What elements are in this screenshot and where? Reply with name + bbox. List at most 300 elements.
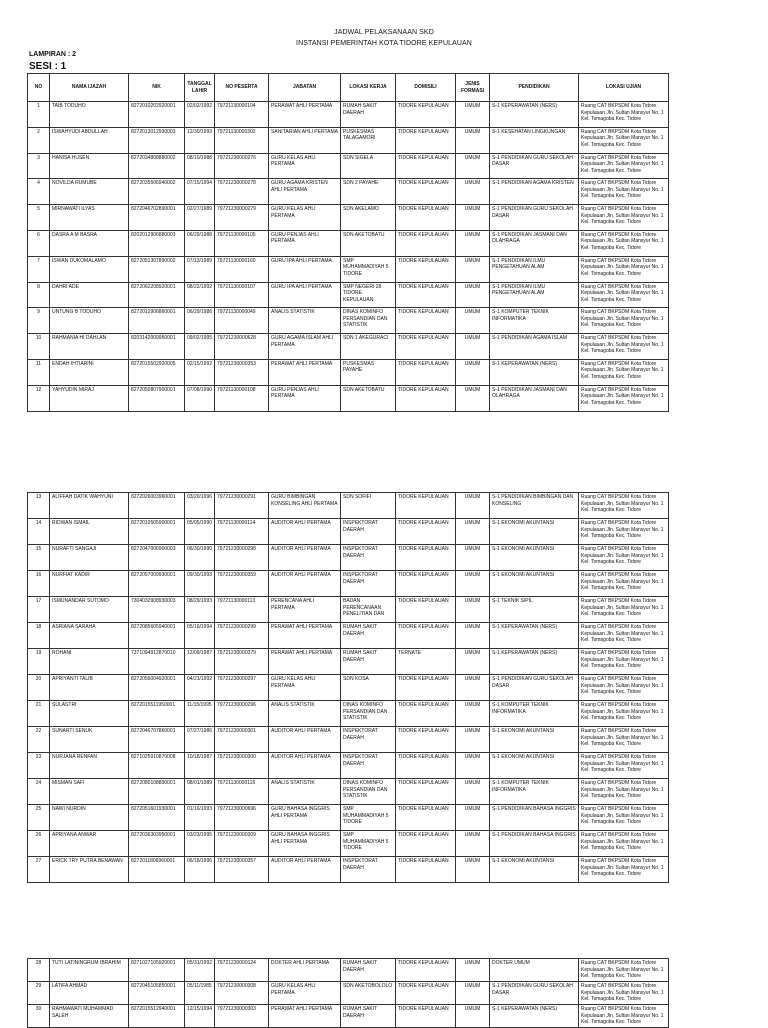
domisili-cell: TIDORE KEPULAUAN xyxy=(396,179,456,205)
no-peserta-cell: 79721130000107 xyxy=(215,282,269,308)
pendidikan-cell: S-1 PENDIDIKAN BAHASA INGGRIS xyxy=(490,831,579,857)
formasi-cell: UMUM xyxy=(456,805,490,831)
jabatan-cell: GURU IPA AHLI PERTAMA xyxy=(269,282,341,308)
document-subtitle: INSTANSI PEMERINTAH KOTA TIDORE KEPULAUAN xyxy=(296,40,472,47)
row-number: 20 xyxy=(28,675,50,701)
formasi-cell: UMUM xyxy=(456,153,490,179)
col-header-jabatan: JABATAN xyxy=(269,74,341,102)
table-row xyxy=(28,545,669,571)
table-row xyxy=(28,649,669,675)
jabatan-cell: GURU BAHASA INGGRIS AHLI PERTAMA xyxy=(269,831,341,857)
tanggal-lahir-cell: 07/15/1994 xyxy=(185,179,215,205)
table-row xyxy=(28,571,669,597)
row-number: 30 xyxy=(28,1005,50,1028)
jabatan-cell: GURU KELAS AHLI PERTAMA xyxy=(269,153,341,179)
tanggal-lahir-cell: 03/23/1995 xyxy=(185,831,215,857)
tanggal-lahir-cell: 12/30/1993 xyxy=(185,127,215,153)
jabatan-cell: SANITARIAN AHLI PERTAMA xyxy=(269,127,341,153)
tanggal-lahir-cell: 09/02/1995 xyxy=(185,334,215,360)
nik-cell: 8272036303950001 xyxy=(129,831,185,857)
col-header-domisili: DOMISILI xyxy=(396,74,456,102)
no-peserta-cell: 79721230000696 xyxy=(215,805,269,831)
lokasi-kerja-cell: SMP NEGERI 28 TIDORE KEPULAUAN xyxy=(341,282,396,308)
jabatan-cell: ANALIS STATISTIK xyxy=(269,308,341,334)
nik-cell: 8272026003960001 xyxy=(129,493,185,519)
formasi-cell: UMUM xyxy=(456,649,490,675)
tanggal-lahir-cell: 07/08/1990 xyxy=(185,385,215,411)
lokasi-kerja-cell: SDN AKETOBATU xyxy=(341,230,396,256)
lokasi-kerja-cell: RUMAH SAKIT DAERAH xyxy=(341,959,396,982)
lokasi-kerja-cell: SDN AKETOBOLOLO xyxy=(341,982,396,1005)
table-row xyxy=(28,205,669,231)
tanggal-lahir-cell: 02/15/1992 xyxy=(185,359,215,385)
lokasi-ujian-cell: Ruang CAT BKPSDM Kota Tidore Kepulauan Jln. Sultan Mansyur No. 1 Kel. Tomagoba Kec. Tidore xyxy=(579,359,669,385)
tanggal-lahir-cell: 06/18/1996 xyxy=(185,857,215,883)
domisili-cell: TIDORE KEPULAUAN xyxy=(396,779,456,805)
lokasi-kerja-cell: SMP MUHAMMADIYAH 5 TIDORE xyxy=(341,831,396,857)
nama-cell: TUTI LATININGRUM IBRAHIM xyxy=(50,959,129,982)
nama-cell: RAHMAWATI MUHAMMAD SALEH xyxy=(50,1005,129,1028)
nik-cell: 8272010505900001 xyxy=(129,519,185,545)
nama-cell: NURAFTI SANGAJI xyxy=(50,545,129,571)
pendidikan-cell: DOKTER UMUM xyxy=(490,959,579,982)
col-header-lokasi-ujian: LOKASI UJIAN xyxy=(579,74,669,102)
pendidikan-cell: S-1 PENDIDIKAN JASMANI DAN OLAHRAGA xyxy=(490,230,579,256)
no-peserta-cell: 79721130000116 xyxy=(215,779,269,805)
no-peserta-cell: 79721230000379 xyxy=(215,649,269,675)
no-peserta-cell: 79721230000359 xyxy=(215,571,269,597)
table-row xyxy=(28,623,669,649)
row-number: 25 xyxy=(28,805,50,831)
jabatan-cell: ANALIS STATISTIK xyxy=(269,779,341,805)
jabatan-cell: PERAWAT AHLI PERTAMA xyxy=(269,1005,341,1028)
domisili-cell: TIDORE KEPULAUAN xyxy=(396,701,456,727)
col-header-nama: NAMA IJAZAH xyxy=(50,74,129,102)
jabatan-cell: AUDITOR AHLI PERTAMA xyxy=(269,545,341,571)
no-peserta-cell: 79721230000299 xyxy=(215,623,269,649)
nik-cell: 8272015502920005 xyxy=(129,359,185,385)
tanggal-lahir-cell: 08/29/1993 xyxy=(185,597,215,623)
row-number: 28 xyxy=(28,959,50,982)
nama-cell: UNTUNG B TODUHO xyxy=(50,308,129,334)
nik-cell: 8272013012930003 xyxy=(129,127,185,153)
lokasi-ujian-cell: Ruang CAT BKPSDM Kota Tidore Kepulauan Jln. Sultan Mansyur No. 1 Kel. Tomagoba Kec. Tidore xyxy=(579,857,669,883)
pendidikan-cell: S-1 PENDIDIKAN JASMANI DAN OLAHRAGA xyxy=(490,385,579,411)
tanggal-lahir-cell: 12/15/1994 xyxy=(185,1005,215,1028)
lokasi-ujian-cell: Ruang CAT BKPSDM Kota Tidore Kepulauan Jln. Sultan Mansyur No. 1 Kel. Tomagoba Kec. Tidore xyxy=(579,127,669,153)
nik-cell: 8272015512940001 xyxy=(129,1005,185,1028)
jabatan-cell: PERAWAT AHLI PERTAMA xyxy=(269,623,341,649)
lokasi-kerja-cell: DINAS KOMINFO PERSANDIAN DAN STATISTIK xyxy=(341,308,396,334)
lampiran-label: LAMPIRAN : 2 xyxy=(29,51,77,58)
jabatan-cell: AUDITOR AHLI PERTAMA xyxy=(269,571,341,597)
pendidikan-cell: S-1 PENDIDIKAN GURU SEKOLAH DASAR xyxy=(490,675,579,701)
domisili-cell: TIDORE KEPULAUAN xyxy=(396,127,456,153)
lokasi-kerja-cell: INSPEKTORAT DAERAH xyxy=(341,519,396,545)
no-peserta-cell: 79721230000300 xyxy=(215,753,269,779)
row-number: 9 xyxy=(28,308,50,334)
nik-cell: 8271027105920001 xyxy=(129,959,185,982)
row-number: 24 xyxy=(28,779,50,805)
formasi-cell: UMUM xyxy=(456,701,490,727)
table-row xyxy=(28,127,669,153)
jabatan-cell: GURU AGAMA KRISTEN AHLI PERTAMA xyxy=(269,179,341,205)
tanggal-lahir-cell: 06/30/1990 xyxy=(185,545,215,571)
table-row xyxy=(28,179,669,205)
domisili-cell: TIDORE KEPULAUAN xyxy=(396,359,456,385)
nama-cell: DAHRI ADE xyxy=(50,282,129,308)
domisili-cell: TIDORE KEPULAUAN xyxy=(396,205,456,231)
no-peserta-cell: 79721230000296 xyxy=(215,701,269,727)
lokasi-ujian-cell: Ruang CAT BKPSDM Kota Tidore Kepulauan Jln. Sultan Mansyur No. 1 Kel. Tomagoba Kec. Tidore xyxy=(579,597,669,623)
formasi-cell: UMUM xyxy=(456,857,490,883)
table-row xyxy=(28,727,669,753)
domisili-cell: TIDORE KEPULAUAN xyxy=(396,857,456,883)
row-number: 29 xyxy=(28,982,50,1005)
row-number: 6 xyxy=(28,230,50,256)
row-number: 27 xyxy=(28,857,50,883)
domisili-cell: TIDORE KEPULAUAN xyxy=(396,545,456,571)
formasi-cell: UMUM xyxy=(456,334,490,360)
row-number: 3 xyxy=(28,153,50,179)
tanggal-lahir-cell: 12/09/1987 xyxy=(185,649,215,675)
row-number: 17 xyxy=(28,597,50,623)
jabatan-cell: ANALIS STATISTIK xyxy=(269,701,341,727)
table-row xyxy=(28,519,669,545)
formasi-cell: UMUM xyxy=(456,308,490,334)
jabatan-cell: GURU BAHASA INGGRIS AHLI PERTAMA xyxy=(269,805,341,831)
domisili-cell: TIDORE KEPULAUAN xyxy=(396,334,456,360)
table-row xyxy=(28,831,669,857)
formasi-cell: UMUM xyxy=(456,282,490,308)
nik-cell: 8272015511950001 xyxy=(129,701,185,727)
domisili-cell: TIDORE KEPULAUAN xyxy=(396,597,456,623)
lokasi-ujian-cell: Ruang CAT BKPSDM Kota Tidore Kepulauan Jln. Sultan Mansyur No. 1 Kel. Tomagoba Kec. Tidore xyxy=(579,753,669,779)
table-row xyxy=(28,597,669,623)
schedule-table-page-1 xyxy=(27,73,669,412)
nama-cell: NURFIAT KADIR xyxy=(50,571,129,597)
pendidikan-cell: S-1 PENDIDIKAN AGAMA ISLAM xyxy=(490,334,579,360)
no-peserta-cell: 79721230000276 xyxy=(215,153,269,179)
row-number: 14 xyxy=(28,519,50,545)
jabatan-cell: GURU KELAS AHLI PERTAMA xyxy=(269,205,341,231)
pendidikan-cell: S-1 KOMPUTER TEKNIK INFORMATIKA xyxy=(490,701,579,727)
document-header xyxy=(0,27,768,49)
schedule-table-page-2 xyxy=(27,492,669,883)
row-number: 18 xyxy=(28,623,50,649)
formasi-cell: UMUM xyxy=(456,571,490,597)
table-row xyxy=(28,282,669,308)
pendidikan-cell: S-1 PENDIDIKAN BIMBINGAN DAN KONSELING xyxy=(490,493,579,519)
pendidikan-cell: S-1 KESEHATAN LINGKUNGAN xyxy=(490,127,579,153)
jabatan-cell: DOKTER AHLI PERTAMA xyxy=(269,959,341,982)
pendidikan-cell: S-1 PENDIDIKAN GURU SEKOLAH DASAR xyxy=(490,153,579,179)
nik-cell: 8272051601930001 xyxy=(129,805,185,831)
pendidikan-cell: S-1 PENDIDIKAN GURU SEKOLAH DASAR xyxy=(490,205,579,231)
formasi-cell: UMUM xyxy=(456,102,490,128)
no-peserta-cell: 79721230000297 xyxy=(215,675,269,701)
domisili-cell: TIDORE KEPULAUAN xyxy=(396,571,456,597)
nama-cell: RIDWAN ISMAIL xyxy=(50,519,129,545)
table-row xyxy=(28,359,669,385)
row-number: 12 xyxy=(28,385,50,411)
nama-cell: DASRA A M BASRA xyxy=(50,230,129,256)
pendidikan-cell: S-1 KEPERAWATAN (NERS) xyxy=(490,649,579,675)
nama-cell: ROHANI xyxy=(50,649,129,675)
jabatan-cell: AUDITOR AHLI PERTAMA xyxy=(269,857,341,883)
table-row xyxy=(28,779,669,805)
nama-cell: ENDAH IHTIARINI xyxy=(50,359,129,385)
col-header-pendidikan: PENDIDIKAN xyxy=(490,74,579,102)
row-number: 11 xyxy=(28,359,50,385)
pendidikan-cell: S-1 PENDIDIKAN BAHASA INGGRIS xyxy=(490,805,579,831)
row-number: 8 xyxy=(28,282,50,308)
row-number: 23 xyxy=(28,753,50,779)
nama-cell: TAIB TODUHO xyxy=(50,102,129,128)
row-number: 22 xyxy=(28,727,50,753)
lokasi-ujian-cell: Ruang CAT BKPSDM Kota Tidore Kepulauan Jln. Sultan Mansyur No. 1 Kel. Tomagoba Kec. Tidore xyxy=(579,493,669,519)
domisili-cell: TIDORE KEPULAUAN xyxy=(396,153,456,179)
nama-cell: MISMAN SAFI xyxy=(50,779,129,805)
domisili-cell: TIDORE KEPULAUAN xyxy=(396,385,456,411)
lokasi-kerja-cell: DINAS KOMINFO PERSANDIAN DAN STATISTIK xyxy=(341,701,396,727)
table-row xyxy=(28,1005,669,1028)
domisili-cell: TIDORE KEPULAUAN xyxy=(396,959,456,982)
nik-cell: 8272046702890001 xyxy=(129,205,185,231)
tanggal-lahir-cell: 05/11/1985 xyxy=(185,982,215,1005)
tanggal-lahir-cell: 10/18/1987 xyxy=(185,753,215,779)
lokasi-kerja-cell: SDN SOFIFI xyxy=(341,493,396,519)
lokasi-kerja-cell: PUSKESMAS TALAGAMORI xyxy=(341,127,396,153)
nik-cell: 7371094912870010 xyxy=(129,649,185,675)
nik-cell: 8272051307890002 xyxy=(129,256,185,282)
lokasi-kerja-cell: INSPEKTORAT DAERAH xyxy=(341,857,396,883)
lokasi-kerja-cell: SDN SIGELA xyxy=(341,153,396,179)
nik-cell: 7304032908930003 xyxy=(129,597,185,623)
lokasi-ujian-cell: Ruang CAT BKPSDM Kota Tidore Kepulauan Jln. Sultan Mansyur No. 1 Kel. Tomagoba Kec. Tidore xyxy=(579,623,669,649)
nik-cell: 8272062208920001 xyxy=(129,282,185,308)
tanggal-lahir-cell: 05/16/1994 xyxy=(185,623,215,649)
tanggal-lahir-cell: 08/01/1989 xyxy=(185,779,215,805)
domisili-cell: TIDORE KEPULAUAN xyxy=(396,256,456,282)
pendidikan-cell: S-1 KEPERAWATAN (NERS) xyxy=(490,1005,579,1028)
nik-cell: 8202012906880003 xyxy=(129,230,185,256)
formasi-cell: UMUM xyxy=(456,831,490,857)
domisili-cell: TIDORE KEPULAUAN xyxy=(396,623,456,649)
lokasi-ujian-cell: Ruang CAT BKPSDM Kota Tidore Kepulauan Jln. Sultan Mansyur No. 1 Kel. Tomagoba Kec. Tidore xyxy=(579,982,669,1005)
no-peserta-cell: 79721230000309 xyxy=(215,831,269,857)
lokasi-kerja-cell: INSPEKTORAT DAERAH xyxy=(341,545,396,571)
no-peserta-cell: 79721230000279 xyxy=(215,205,269,231)
document-title: JADWAL PELAKSANAAN SKD xyxy=(334,29,434,36)
lokasi-kerja-cell: INSPEKTORAT DAERAH xyxy=(341,727,396,753)
table-row xyxy=(28,675,669,701)
nik-cell: 8272010202920001 xyxy=(129,102,185,128)
lokasi-ujian-cell: Ruang CAT BKPSDM Kota Tidore Kepulauan Jln. Sultan Mansyur No. 1 Kel. Tomagoba Kec. Tidore xyxy=(579,334,669,360)
domisili-cell: TIDORE KEPULAUAN xyxy=(396,282,456,308)
table-row xyxy=(28,493,669,519)
tanggal-lahir-cell: 02/02/1992 xyxy=(185,102,215,128)
no-peserta-cell: 79721230000301 xyxy=(215,727,269,753)
row-number: 4 xyxy=(28,179,50,205)
nik-cell: 8272012906860001 xyxy=(129,308,185,334)
no-peserta-cell: 79721230000298 xyxy=(215,545,269,571)
lokasi-kerja-cell: PUSKESMAS PAYAHE xyxy=(341,359,396,385)
nik-cell: 8272050807900001 xyxy=(129,385,185,411)
tanggal-lahir-cell: 05/31/1992 xyxy=(185,959,215,982)
nama-cell: LATIFA AHMAD xyxy=(50,982,129,1005)
col-header-no: NO xyxy=(28,74,50,102)
tanggal-lahir-cell: 06/29/1986 xyxy=(185,308,215,334)
nik-cell: 8271025910870008 xyxy=(129,753,185,779)
jabatan-cell: PERAWAT AHLI PERTAMA xyxy=(269,649,341,675)
lokasi-ujian-cell: Ruang CAT BKPSDM Kota Tidore Kepulauan Jln. Sultan Mansyur No. 1 Kel. Tomagoba Kec. Tidore xyxy=(579,153,669,179)
schedule-table-page-3 xyxy=(27,958,669,1028)
no-peserta-cell: 79721130000105 xyxy=(215,230,269,256)
nik-cell: 8203142009950001 xyxy=(129,334,185,360)
pendidikan-cell: S-1 KEPERAWATAN (NERS) xyxy=(490,359,579,385)
formasi-cell: UMUM xyxy=(456,205,490,231)
nama-cell: NURJANA RENFAN xyxy=(50,753,129,779)
pendidikan-cell: S-1 PENDIDIKAN ILMU PENGETAHUAN ALAM xyxy=(490,256,579,282)
pendidikan-cell: S-1 KEPERAWATAN (NERS) xyxy=(490,102,579,128)
pendidikan-cell: S-1 KEPERAWATAN (NERS) xyxy=(490,623,579,649)
table-row xyxy=(28,385,669,411)
no-peserta-cell: 79721130000113 xyxy=(215,597,269,623)
lokasi-ujian-cell: Ruang CAT BKPSDM Kota Tidore Kepulauan Jln. Sultan Mansyur No. 1 Kel. Tomagoba Kec. Tidore xyxy=(579,385,669,411)
no-peserta-cell: 79721130000302 xyxy=(215,127,269,153)
lokasi-kerja-cell: RUMAH SAKIT DAERAH xyxy=(341,623,396,649)
table-row xyxy=(28,959,669,982)
domisili-cell: TIDORE KEPULAUAN xyxy=(396,753,456,779)
table-row xyxy=(28,334,669,360)
formasi-cell: UMUM xyxy=(456,982,490,1005)
table-row xyxy=(28,805,669,831)
lokasi-kerja-cell: INSPEKTORAT DAERAH xyxy=(341,753,396,779)
no-peserta-cell: 79721130000104 xyxy=(215,102,269,128)
jabatan-cell: GURU PENJAS AHLI PERTAMA xyxy=(269,230,341,256)
sesi-label: SESI : 1 xyxy=(29,61,67,72)
nik-cell: 8272056004920001 xyxy=(129,675,185,701)
row-number: 10 xyxy=(28,334,50,360)
jabatan-cell: GURU IPA AHLI PERTAMA xyxy=(269,256,341,282)
pendidikan-cell: S-1 EKONOMI AKUNTANSI xyxy=(490,727,579,753)
lokasi-kerja-cell: SDN KOSA xyxy=(341,675,396,701)
domisili-cell: TIDORE KEPULAUAN xyxy=(396,102,456,128)
row-number: 21 xyxy=(28,701,50,727)
tanggal-lahir-cell: 07/13/1989 xyxy=(185,256,215,282)
lokasi-ujian-cell: Ruang CAT BKPSDM Kota Tidore Kepulauan Jln. Sultan Mansyur No. 1 Kel. Tomagoba Kec. Tidore xyxy=(579,779,669,805)
nama-cell: ISWAN DUKOMALAMO xyxy=(50,256,129,282)
col-header-jenis-formasi: JENIS FORMASI xyxy=(456,74,490,102)
row-number: 5 xyxy=(28,205,50,231)
row-number: 7 xyxy=(28,256,50,282)
lokasi-ujian-cell: Ruang CAT BKPSDM Kota Tidore Kepulauan Jln. Sultan Mansyur No. 1 Kel. Tomagoba Kec. Tidore xyxy=(579,256,669,282)
row-number: 19 xyxy=(28,649,50,675)
pendidikan-cell: S-1 PENDIDIKAN GURU SEKOLAH DASAR xyxy=(490,982,579,1005)
jabatan-cell: GURU KELAS AHLI PERTAMA xyxy=(269,982,341,1005)
nik-cell: 8272034808880002 xyxy=(129,153,185,179)
jabatan-cell: GURU BIMBINGAN KONSELING AHLI PERTAMA xyxy=(269,493,341,519)
lokasi-kerja-cell: RUMAH SAKIT DAERAH xyxy=(341,102,396,128)
no-peserta-cell: 79721130000108 xyxy=(215,385,269,411)
formasi-cell: UMUM xyxy=(456,256,490,282)
row-number: 2 xyxy=(28,127,50,153)
table-row xyxy=(28,230,669,256)
formasi-cell: UMUM xyxy=(456,1005,490,1028)
no-peserta-cell: 79721230000357 xyxy=(215,857,269,883)
row-number: 13 xyxy=(28,493,50,519)
lokasi-ujian-cell: Ruang CAT BKPSDM Kota Tidore Kepulauan Jln. Sultan Mansyur No. 1 Kel. Tomagoba Kec. Tidore xyxy=(579,805,669,831)
jabatan-cell: GURU PENJAS AHLI PERTAMA xyxy=(269,385,341,411)
domisili-cell: TERNATE xyxy=(396,649,456,675)
domisili-cell: TIDORE KEPULAUAN xyxy=(396,308,456,334)
lokasi-ujian-cell: Ruang CAT BKPSDM Kota Tidore Kepulauan Jln. Sultan Mansyur No. 1 Kel. Tomagoba Kec. Tidore xyxy=(579,649,669,675)
domisili-cell: TIDORE KEPULAUAN xyxy=(396,230,456,256)
nama-cell: ALIFFAH DATIK WAHYUNI xyxy=(50,493,129,519)
pendidikan-cell: S-1 EKONOMI AKUNTANSI xyxy=(490,571,579,597)
lokasi-ujian-cell: Ruang CAT BKPSDM Kota Tidore Kepulauan Jln. Sultan Mansyur No. 1 Kel. Tomagoba Kec. Tidore xyxy=(579,102,669,128)
domisili-cell: TIDORE KEPULAUAN xyxy=(396,519,456,545)
jabatan-cell: GURU AGAMA ISLAM AHLI PERTAMA xyxy=(269,334,341,360)
lokasi-ujian-cell: Ruang CAT BKPSDM Kota Tidore Kepulauan Jln. Sultan Mansyur No. 1 Kel. Tomagoba Kec. Tidore xyxy=(579,675,669,701)
no-peserta-cell: 79721230000278 xyxy=(215,179,269,205)
pendidikan-cell: S-1 TEKNIK SIPIL xyxy=(490,597,579,623)
nik-cell: 8272057009930001 xyxy=(129,571,185,597)
nama-cell: SUNARTI SENUK xyxy=(50,727,129,753)
lokasi-kerja-cell: SDN 2 PAYAHE xyxy=(341,179,396,205)
lokasi-kerja-cell: RUMAH SAKIT DAERAH xyxy=(341,649,396,675)
row-number: 26 xyxy=(28,831,50,857)
no-peserta-cell: 79721230000353 xyxy=(215,359,269,385)
nama-cell: ASRIANA SARAHA xyxy=(50,623,129,649)
nama-cell: MIRNAWATI ILYAS xyxy=(50,205,129,231)
lokasi-kerja-cell: SDN AKETOBATU xyxy=(341,385,396,411)
nik-cell: 8272080108890001 xyxy=(129,779,185,805)
lokasi-kerja-cell: SMP MUHAMMADIYAH 5 TIDORE xyxy=(341,805,396,831)
lokasi-ujian-cell: Ruang CAT BKPSDM Kota Tidore Kepulauan Jln. Sultan Mansyur No. 1 Kel. Tomagoba Kec. Tidore xyxy=(579,179,669,205)
col-header-no-peserta: NO PESERTA xyxy=(215,74,269,102)
row-number: 16 xyxy=(28,571,50,597)
nik-cell: 8272011806960001 xyxy=(129,857,185,883)
pendidikan-cell: S-1 PENDIDIKAN AGAMA KRISTEN xyxy=(490,179,579,205)
lokasi-ujian-cell: Ruang CAT BKPSDM Kota Tidore Kepulauan Jln. Sultan Mansyur No. 1 Kel. Tomagoba Kec. Tidore xyxy=(579,959,669,982)
nama-cell: NAWI NURDIN xyxy=(50,805,129,831)
nama-cell: ISWAHYUDI ABDULLAH xyxy=(50,127,129,153)
jabatan-cell: AUDITOR AHLI PERTAMA xyxy=(269,519,341,545)
jabatan-cell: AUDITOR AHLI PERTAMA xyxy=(269,753,341,779)
formasi-cell: UMUM xyxy=(456,385,490,411)
table-row xyxy=(28,857,669,883)
nama-cell: RAHMANIA HI DAHLAN xyxy=(50,334,129,360)
nik-cell: 8272046707860001 xyxy=(129,727,185,753)
lokasi-kerja-cell: DINAS KOMINFO PERSANDIAN DAN STATISTIK xyxy=(341,779,396,805)
nik-cell: 8272045105850001 xyxy=(129,982,185,1005)
formasi-cell: UMUM xyxy=(456,753,490,779)
tanggal-lahir-cell: 06/29/1988 xyxy=(185,230,215,256)
formasi-cell: UMUM xyxy=(456,230,490,256)
lokasi-ujian-cell: Ruang CAT BKPSDM Kota Tidore Kepulauan Jln. Sultan Mansyur No. 1 Kel. Tomagoba Kec. Tidore xyxy=(579,205,669,231)
nik-cell: 8272085605940001 xyxy=(129,623,185,649)
table-header-row xyxy=(28,74,669,102)
formasi-cell: UMUM xyxy=(456,359,490,385)
tanggal-lahir-cell: 09/30/1993 xyxy=(185,571,215,597)
nama-cell: ISMUNANDAR SUTOMO xyxy=(50,597,129,623)
jabatan-cell: GURU KELAS AHLI PERTAMA xyxy=(269,675,341,701)
formasi-cell: UMUM xyxy=(456,179,490,205)
domisili-cell: TIDORE KEPULAUAN xyxy=(396,493,456,519)
table-row xyxy=(28,256,669,282)
